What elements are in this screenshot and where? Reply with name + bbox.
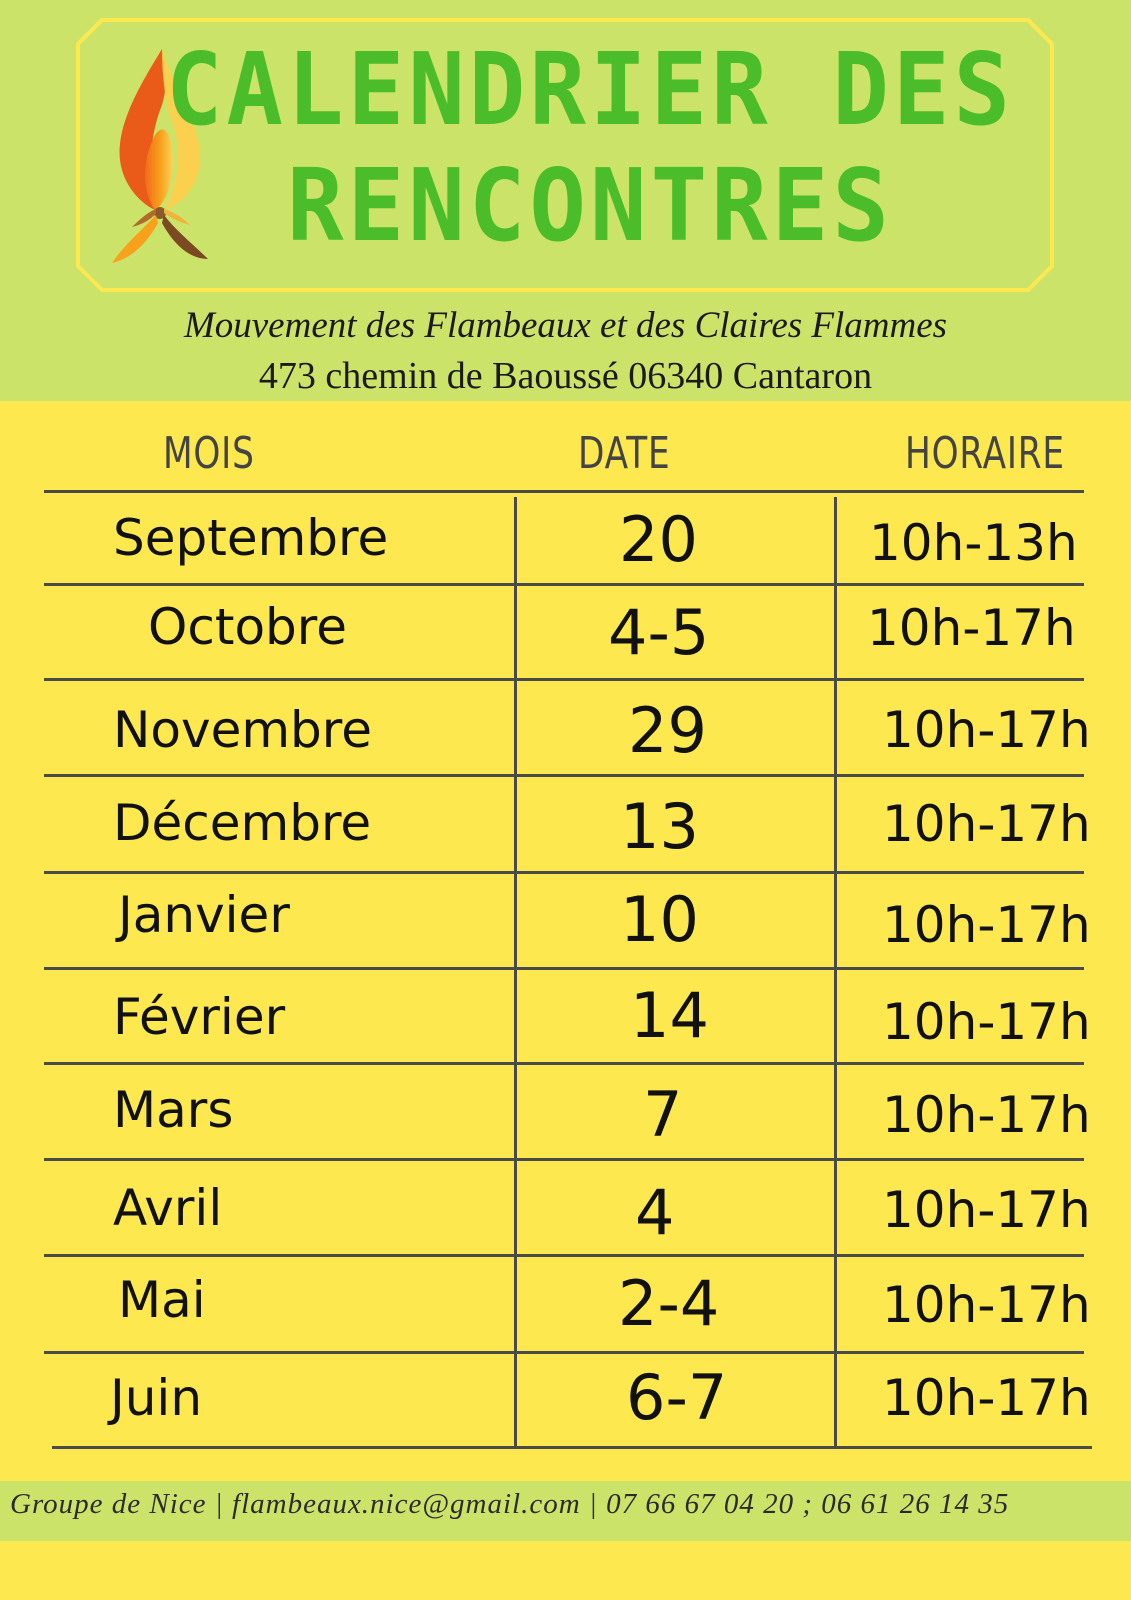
date-cell: 2-4 [618,1267,720,1340]
table-row-divider [44,1062,1084,1065]
month-cell: Avril [113,1179,223,1237]
month-cell: Juin [110,1369,203,1427]
title-line-1: CALENDRIER DES [165,32,1015,149]
hours-cell: 10h-17h [882,1369,1091,1427]
date-cell: 29 [628,694,707,767]
date-cell: 10 [620,883,699,956]
column-header-date: DATE [578,428,671,479]
hours-cell: 10h-17h [882,1276,1091,1334]
month-cell: Mai [118,1271,206,1329]
table-column-divider [834,497,837,1449]
month-cell: Mars [113,1081,234,1139]
hours-cell: 10h-13h [869,514,1078,572]
date-cell: 6-7 [626,1361,728,1434]
month-cell: Septembre [113,509,389,567]
table-row-divider [44,871,1084,874]
month-cell: Octobre [148,598,347,656]
date-cell: 7 [643,1078,683,1151]
table-row-divider [44,490,1084,493]
table-row-divider [52,1446,1092,1449]
table-row-divider [44,1158,1084,1161]
table-column-divider [514,497,517,1449]
date-cell: 14 [630,979,709,1052]
hours-cell: 10h-17h [882,701,1091,759]
table-row-divider [44,1351,1084,1354]
table-row-divider [44,774,1084,777]
date-cell: 4 [635,1176,675,1249]
column-header-month: MOIS [163,428,255,479]
table-row-divider [44,1254,1084,1257]
month-cell: Novembre [113,701,373,759]
hours-cell: 10h-17h [882,1086,1091,1144]
title-line-2: RENCONTRES [287,148,893,265]
date-cell: 4-5 [608,596,710,669]
date-cell: 20 [619,503,698,576]
table-row-divider [44,967,1084,970]
hours-cell: 10h-17h [882,1181,1091,1239]
column-header-hours: HORAIRE [905,428,1065,479]
table-row-divider [44,583,1084,586]
organization-name: Mouvement des Flambeaux et des Claires Flammes [183,305,948,346]
date-cell: 13 [620,790,699,863]
month-cell: Décembre [113,794,372,852]
month-cell: Février [113,988,286,1046]
table-row-divider [44,678,1084,681]
hours-cell: 10h-17h [882,795,1091,853]
hours-cell: 10h-17h [867,599,1076,657]
hours-cell: 10h-17h [882,896,1091,954]
organization-address: 473 chemin de Baoussé 06340 Cantaron [258,355,873,397]
hours-cell: 10h-17h [882,993,1091,1051]
month-cell: Janvier [118,886,290,944]
footer-contact: Groupe de Nice | flambeaux.nice@gmail.com | 07 66 67 04 20 ; 06 61 26 14 35 [10,1488,1010,1520]
